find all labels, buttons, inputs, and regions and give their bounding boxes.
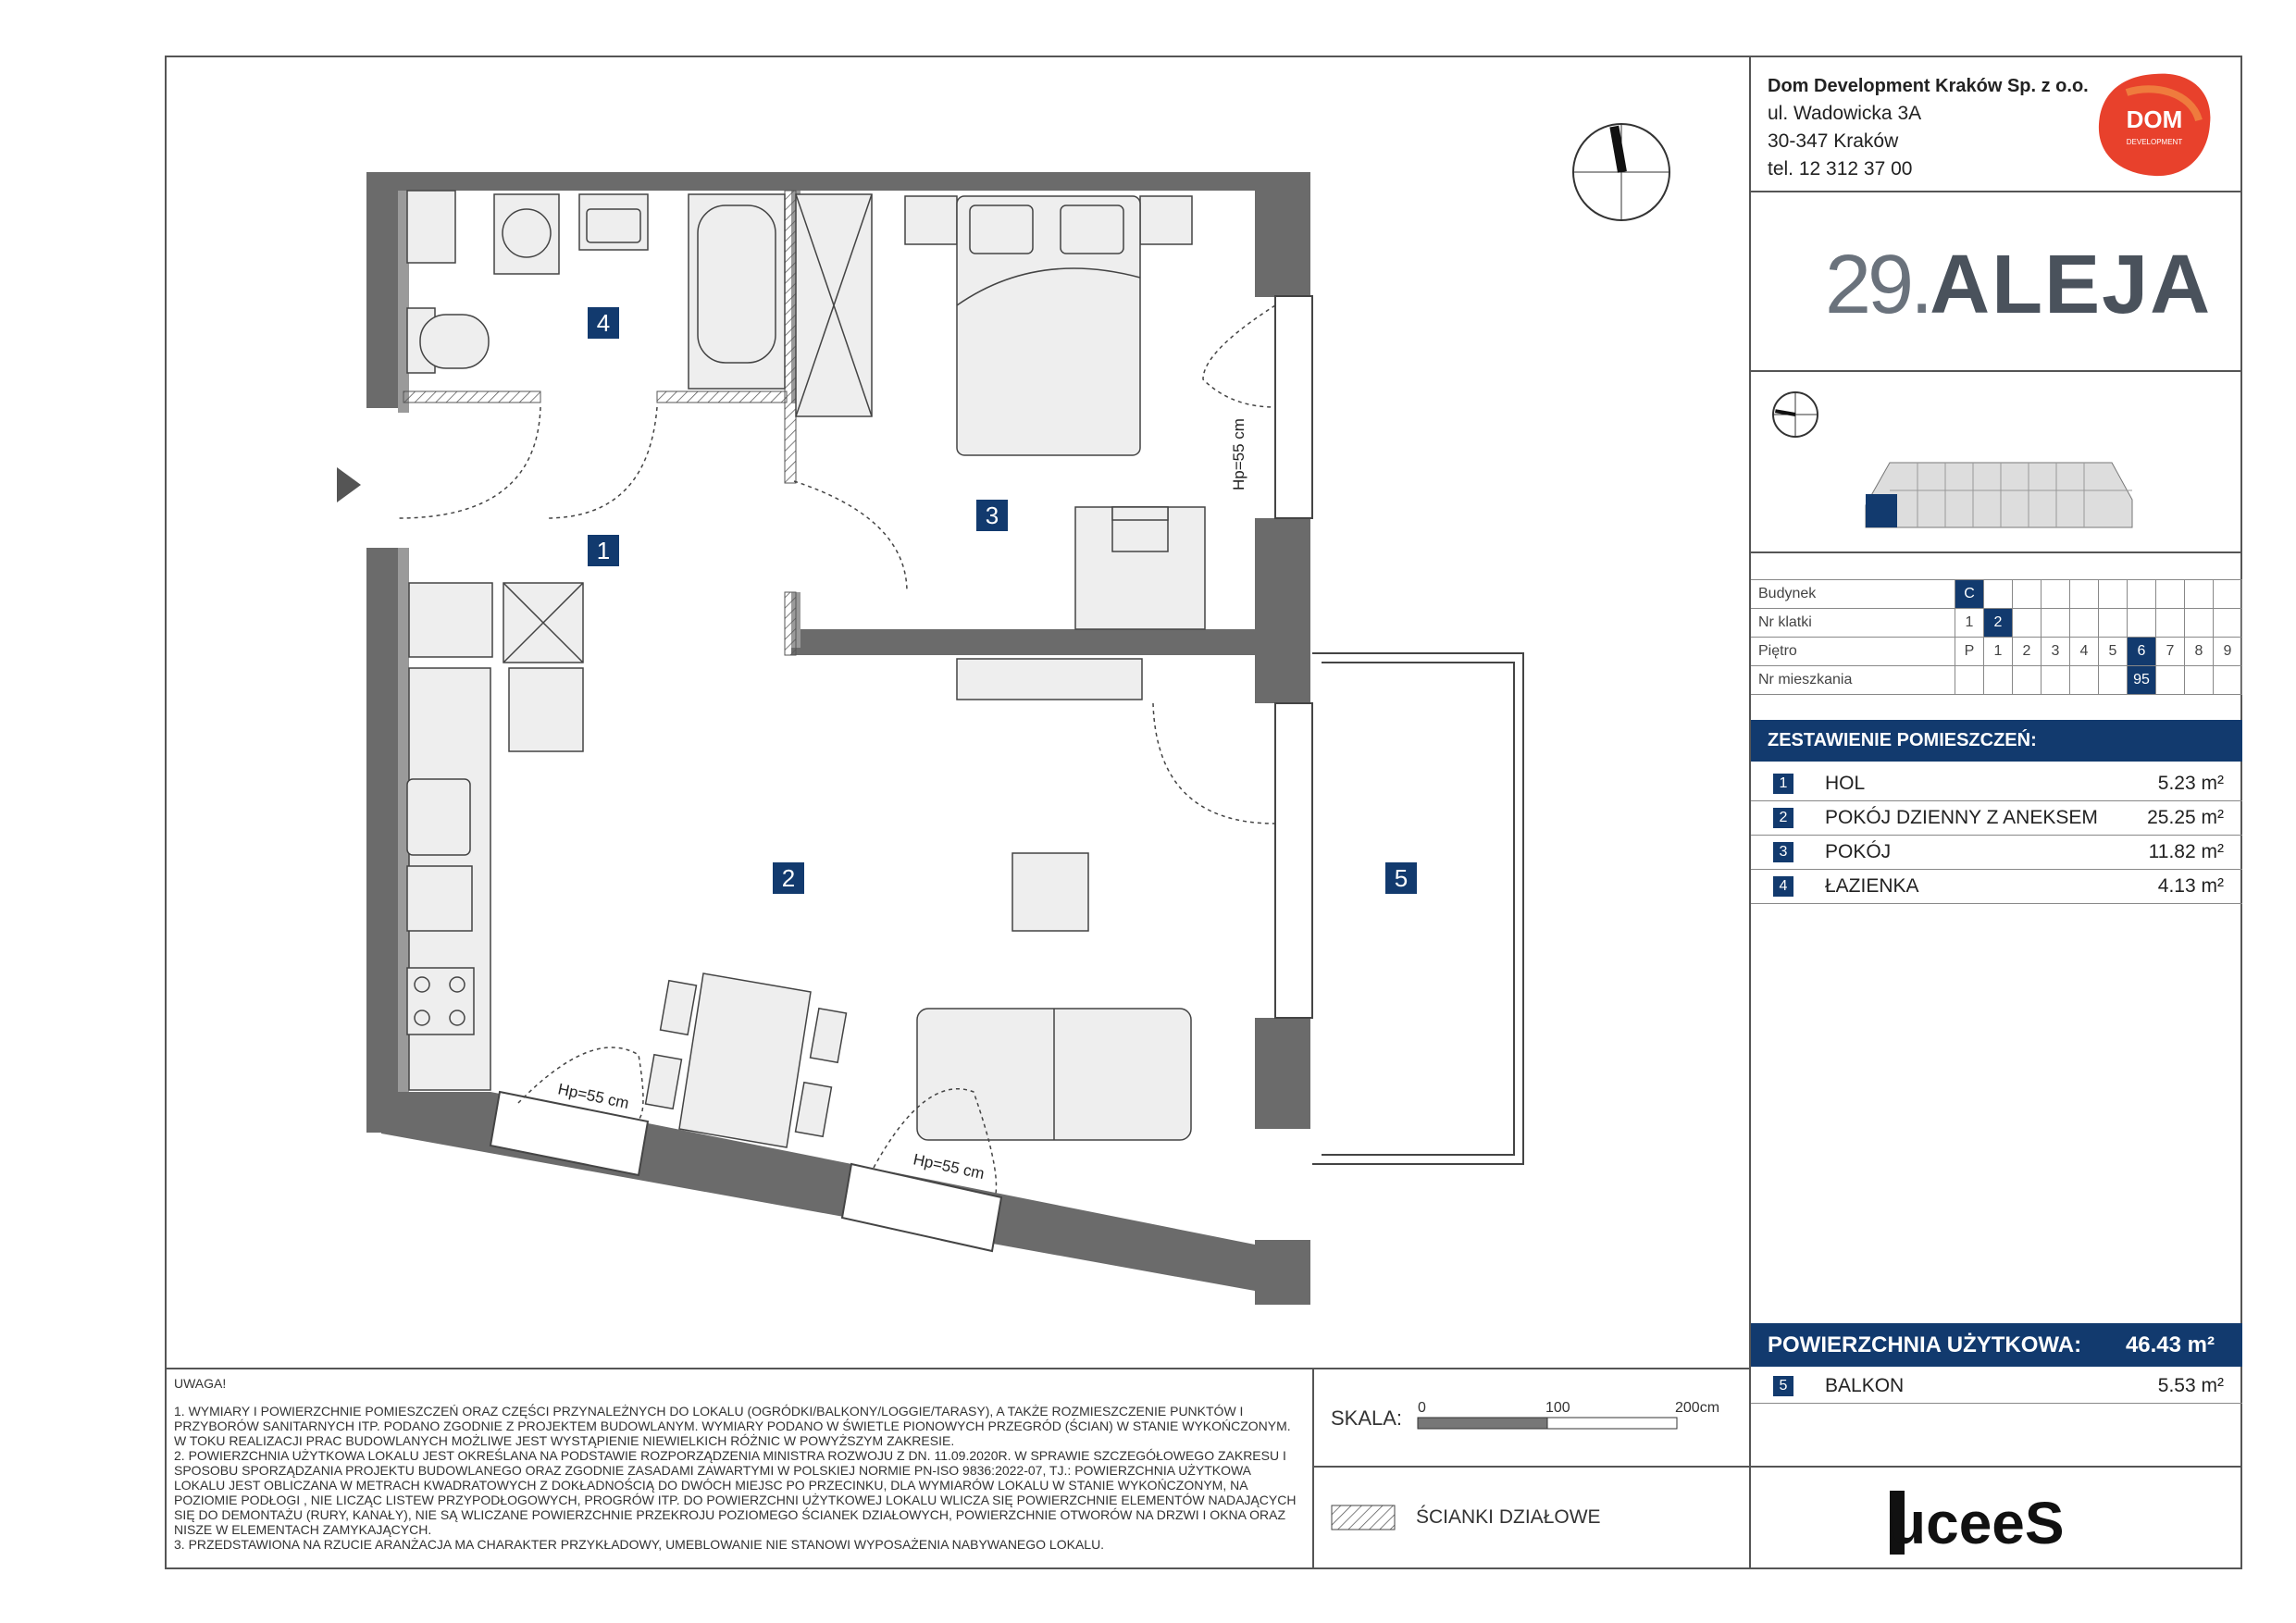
compass-icon (1573, 124, 1669, 220)
pietro-cell: 6 (2128, 638, 2156, 666)
scale-tick: 0 (1418, 1400, 1426, 1416)
mieszkanie-cell (1984, 666, 2013, 695)
dom-development-logo (2090, 65, 2219, 185)
budynek-cell (2099, 580, 2128, 609)
room-area: 25.25 m² (2147, 807, 2224, 828)
mieszkanie-cell (2156, 666, 2185, 695)
budynek-cell (1984, 580, 2013, 609)
mieszkanie-cell (2214, 666, 2242, 695)
legend-label: ŚCIANKI DZIAŁOWE (1416, 1506, 1601, 1528)
legend-hatch-icon (1331, 1505, 1397, 1532)
budynek-cell (2128, 580, 2156, 609)
uceess-brand (1890, 1486, 2130, 1560)
company-info (1768, 72, 2089, 183)
scale-tick: 100 (1545, 1400, 1570, 1416)
budynek-cell (2070, 580, 2099, 609)
row-klatka (1751, 609, 2242, 638)
logo-subtext: DEVELOPMENT (2126, 138, 2183, 146)
room-name: HOL (1825, 773, 1866, 794)
footer-divider (165, 1368, 1749, 1369)
room-area: 5.53 m² (2157, 1375, 2224, 1396)
pietro-cell: 9 (2214, 638, 2242, 666)
project-name: ALEJA (1930, 239, 2213, 331)
pietro-cell: 4 (2070, 638, 2099, 666)
company-city: 30-347 Kraków (1768, 130, 1899, 152)
window-note-2: Hp=55 cm (556, 1080, 631, 1113)
room-label-4: 4 (588, 307, 619, 339)
klatka-label: Nr klatki (1751, 609, 1955, 638)
logo-text: DOM (2126, 105, 2183, 133)
window-note-3: Hp=55 cm (912, 1150, 987, 1183)
room-area: 5.23 m² (2157, 773, 2224, 794)
total-label: POWIERZCHNIA UŻYTKOWA: (1768, 1332, 2082, 1357)
room-area: 4.13 m² (2157, 875, 2224, 897)
footer-brand-text: uceeS (1890, 1490, 2065, 1556)
room-number: 5 (1773, 1376, 1793, 1396)
budynek-cell (2214, 580, 2242, 609)
budynek-cell (2156, 580, 2185, 609)
mieszkanie-cell: 95 (2128, 666, 2156, 695)
room-name: POKÓJ DZIENNY Z ANEKSEM (1825, 807, 2098, 828)
project-logo (1825, 239, 2212, 331)
room-label-1: 1 (588, 535, 619, 566)
room-number: 3 (1773, 842, 1793, 862)
sidebar (1749, 56, 2242, 1569)
room-area: 11.82 m² (2148, 841, 2224, 862)
budynek-cell (2042, 580, 2070, 609)
notes-title: UWAGA! (174, 1376, 227, 1391)
balcony-row (1751, 1369, 2242, 1404)
klatka-cell (2214, 609, 2242, 638)
bathroom-fixtures (407, 191, 872, 416)
klatka-cell (2042, 609, 2070, 638)
room-label-2: 2 (773, 862, 804, 894)
notes-text: 1. WYMIARY I POWIERZCHNIE POMIESZCZEŃ ORAZ CZĘŚCI PRZYNALEŻNYCH DO LOKALU (OGRÓDKI/BALKONY/LOGGIE/TARASY), A TAKŻE ROZMIESZCZENIE PUNKTÓW I PRZYBORÓW SANITARNYCH ITP. PODANO ZGODNIE Z PROJEKTEM BUDOWLANYM. WYMIARY PODANO W ŚWIETLE PIONOWYCH PRZEGRÓD (ŚCIAN) W STANIE WYKOŃCZONYM. W TOKU REALIZACJI PRAC BUDOWLANYCH MOŻLIWE JEST WYSTĄPIENIE NIEWIELKICH RÓŻNIC W POWYŻSZYM ZAKRESIE. 2. POWIERZCHNIA UŻYTKOWA LOKALU JEST OKREŚLANA NA PODSTAWIE ROZPORZĄDZENIA MINISTRA ROZWOJU Z DN. 11.09.2020R. W SPRAWIE SZCZEGÓŁOWEGO ZAKRESU I SPOSOBU SPORZĄDZANIA PROJEKTU BUDOWLANEGO ORAZ ZGODNIE ZASADAMI ZAWARTYMI W POLSKIEJ NORMIE PN-ISO 9836:2022-07, TJ.: POWIERZCHNIA UŻYTKOWA LOKALU JEST OBLICZANA W METRACH KWADRATOWYCH Z DOKŁADNOŚCIĄ DO DWÓCH MIEJSC PO PRZECINKU, DLA WYMIARÓW LOKALU W STANIE WYKOŃCZONYM, NA POZIOMIE PODŁOGI , NIE LICZĄC LISTEW PRZYPODŁOGOWYCH, PROGRÓW ITP. DO POWIERZCHNI UŻYTKOWEJ LOKALU WLICZA SIĘ POWIERZCHNIE ELEMENTÓW NADAJĄCYCH SIĘ DO DEMONTAŻU (RURY, KANAŁY), NIE SĄ WLICZANE POWIERZCHNIE PRZEKROJU POZIOMEGO ŚCIANEK DZIAŁOWYCH, POWIERZCHNIE OTWORÓW NA DRZWI I OKNA ORAZ NISZE W ELEMENTACH ZAMYKAJĄCYCH. 3. PRZEDSTAWIONA NA RZUCIE ARANŻACJA MA CHARAKTER PRZYKŁADOWY, UMEBLOWANIE NIE STANOWI WYPOSAŻENIA NABYWANEGO LOKALU. (174, 1404, 1297, 1552)
entrance-arrow-icon (337, 467, 361, 502)
bedroom-furniture (905, 196, 1205, 629)
footer-row-divider (1312, 1466, 1749, 1468)
footer-col-divider (1312, 1368, 1314, 1569)
klatka-cell (2013, 609, 2042, 638)
mieszkanie-cell (1955, 666, 1984, 695)
room-name: POKÓJ (1825, 841, 1892, 862)
company-phone: tel. 12 312 37 00 (1768, 158, 1913, 180)
total-area (1751, 1323, 2242, 1367)
klatka-cell (2070, 609, 2099, 638)
klatka-cell (2185, 609, 2214, 638)
pietro-cell: 5 (2099, 638, 2128, 666)
row-mieszkanie (1751, 666, 2242, 695)
budynek-cell (2013, 580, 2042, 609)
pietro-cell: 2 (2013, 638, 2042, 666)
living-furniture (646, 659, 1191, 1147)
row-pietro (1751, 638, 2242, 666)
scale-label: SKALA: (1331, 1406, 1403, 1430)
company-name: Dom Development Kraków Sp. z o.o. (1768, 76, 2089, 96)
room-row-1 (1751, 766, 2242, 801)
mieszkanie-cell (2070, 666, 2099, 695)
total-value: 46.43 m² (2125, 1332, 2215, 1357)
company-street: ul. Wadowicka 3A (1768, 103, 1922, 124)
balcony-outline (1312, 653, 1523, 1164)
rooms-heading: ZESTAWIENIE POMIESZCZEŃ: (1751, 720, 2242, 762)
mieszkanie-cell (2013, 666, 2042, 695)
room-number: 1 (1773, 774, 1793, 794)
budynek-cell: C (1955, 580, 1984, 609)
pietro-cell: 8 (2185, 638, 2214, 666)
klatka-cell (2156, 609, 2185, 638)
scale-bar (1407, 1395, 1740, 1451)
klatka-cell: 2 (1984, 609, 2013, 638)
mieszkanie-cell (2042, 666, 2070, 695)
room-name: ŁAZIENKA (1825, 875, 1919, 897)
budynek-label: Budynek (1751, 580, 1955, 609)
mieszkanie-label: Nr mieszkania (1751, 666, 1955, 695)
room-number: 2 (1773, 808, 1793, 828)
klatka-cell (2128, 609, 2156, 638)
klatka-cell (2099, 609, 2128, 638)
room-number: 4 (1773, 876, 1793, 897)
pietro-cell: 7 (2156, 638, 2185, 666)
room-row-4 (1751, 869, 2242, 904)
project-number: 29. (1825, 239, 1930, 331)
pietro-label: Piętro (1751, 638, 1955, 666)
notes-block (174, 1376, 1303, 1552)
klatka-cell: 1 (1955, 609, 1984, 638)
row-budynek (1751, 580, 2242, 609)
room-name: BALKON (1825, 1375, 1905, 1396)
mieszkanie-cell (2099, 666, 2128, 695)
pietro-cell: P (1955, 638, 1984, 666)
room-row-3 (1751, 835, 2242, 870)
room-label-3: 3 (976, 500, 1008, 531)
building-key-plan (1862, 435, 2140, 537)
location-table (1751, 579, 2242, 695)
compass-small-icon (1768, 387, 1823, 442)
pietro-cell: 3 (2042, 638, 2070, 666)
mieszkanie-cell (2185, 666, 2214, 695)
room-row-2 (1751, 800, 2242, 836)
room-label-5: 5 (1385, 862, 1417, 894)
pietro-cell: 1 (1984, 638, 2013, 666)
budynek-cell (2185, 580, 2214, 609)
scale-tick: 200cm (1675, 1400, 1720, 1416)
window-note-1: Hp=55 cm (1230, 418, 1247, 490)
